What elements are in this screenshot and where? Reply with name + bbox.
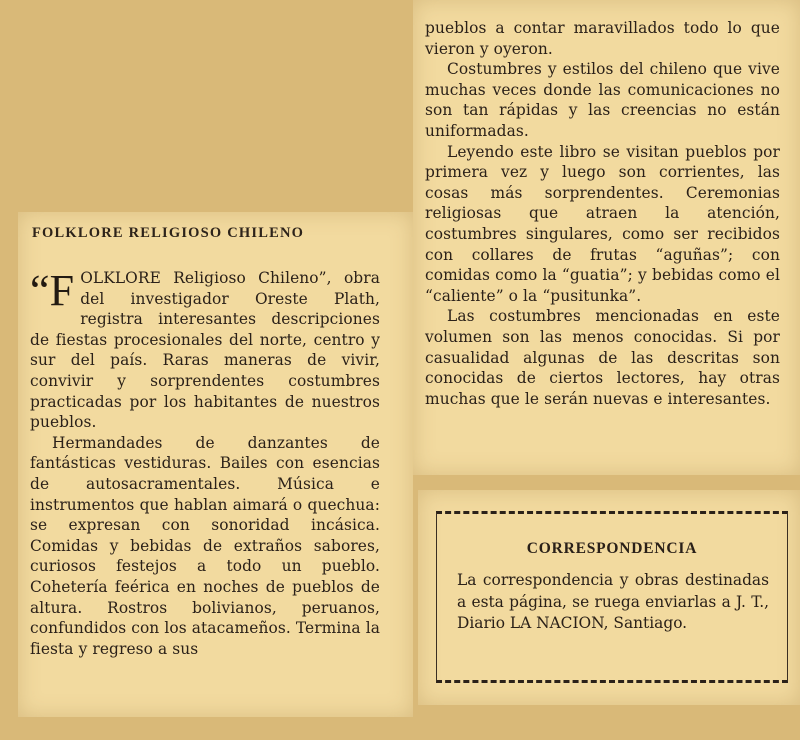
article-paragraph-6: Las costumbres mencionadas en este volumen son las menos conocidas. Si por casualidad algunas de las descritas son conocidas de ciertos lectores, hay otras muchas que le serán nuevas e interesantes. bbox=[425, 307, 780, 408]
article-headline: FOLKLORE RELIGIOSO CHILENO bbox=[32, 225, 305, 241]
article-paragraph-1-text: OLKLORE Religioso Chileno”, obra del investigador Oreste Plath, registra interesantes descripciones de fiestas procesionales del norte, centro y sur del país. Raras maneras de vivir, convivir y sorprendentes costumbres practicadas por los habitantes de nuestros pueblos. bbox=[30, 269, 380, 432]
article-paragraph-5: Leyendo este libro se visitan pueblos por primera vez y luego son corrientes, las cosas más sorprendentes. Ceremonias religiosas que atraen la atención, costumbres singulares, como ser recibidos con collares de frutas “aguñas”; con comidas como la “guatia”; y bebidas como el “caliente” o la “pusitunka”. bbox=[425, 142, 780, 305]
article-right-column bbox=[425, 18, 780, 409]
correspondence-text: La correspondencia y obras destinadas a esta página, se ruega enviarlas a J. T., Diario LA NACION, Santiago. bbox=[457, 571, 769, 632]
article-left-column bbox=[30, 268, 380, 659]
correspondence-box bbox=[436, 511, 788, 683]
article-paragraph-4: Costumbres y estilos del chileno que vive muchas veces donde las comunicaciones no son tan rápidas y las creencias no están uniformadas. bbox=[425, 60, 780, 140]
article-paragraph-3: pueblos a contar maravillados todo lo que vieron y oyeron. bbox=[425, 19, 780, 58]
article-paragraph-1 bbox=[30, 268, 380, 433]
correspondence-title: CORRESPONDENCIA bbox=[526, 540, 698, 557]
drop-cap: “F bbox=[30, 266, 75, 315]
article-paragraph-2: Hermandades de danzantes de fantásticas vestiduras. Bailes con esencias de autosacramentales. Música e instrumentos que hablan aimará o quechua: se expresan con sonoridad incásica. Comidas y bebidas de extraños sabores, curiosos festejos a todo un pueblo. Cohetería feérica en noches de pueblos de altura. Rostros bolivianos, peruanos, confundidos con los atacameños. Termina la fiesta y regreso a sus bbox=[30, 433, 380, 658]
